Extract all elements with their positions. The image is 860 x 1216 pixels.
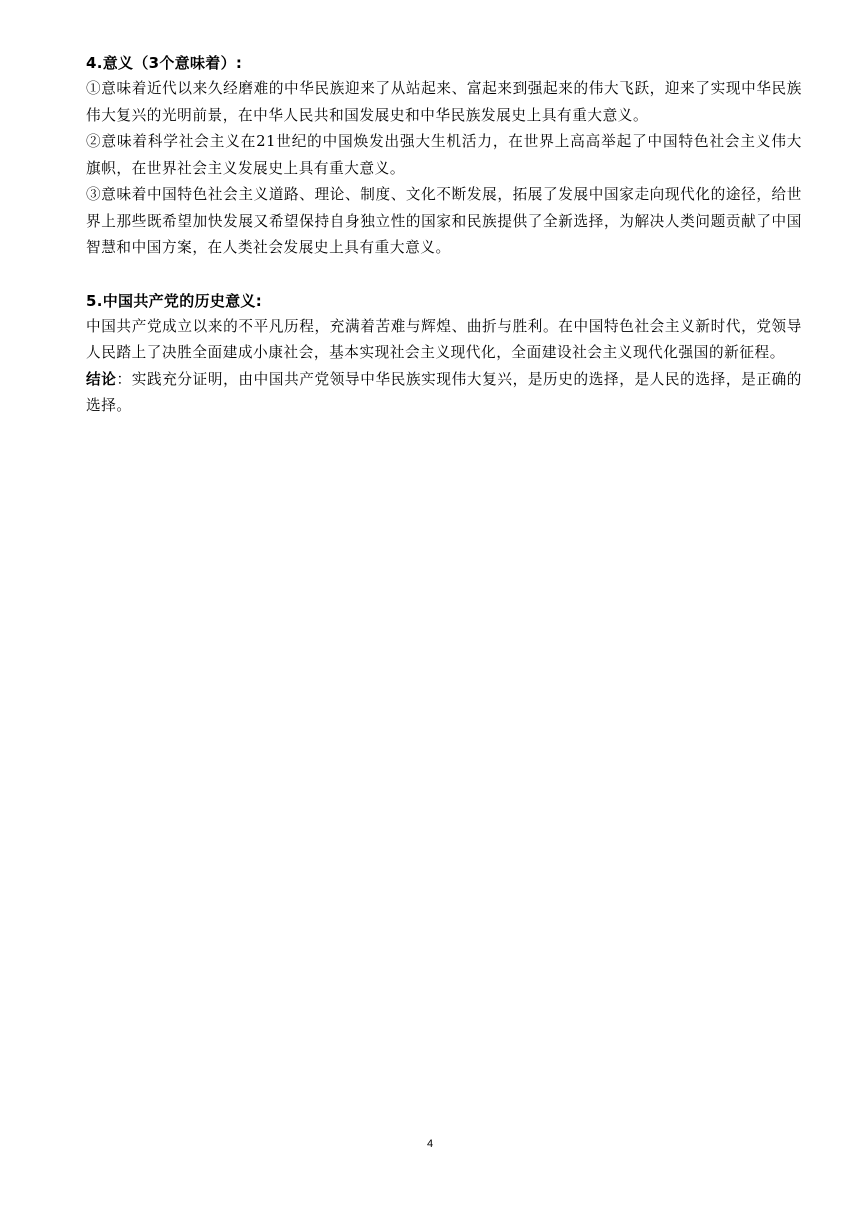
section-5-conclusion xyxy=(86,367,802,420)
section-4-heading: 4.意义（3个意味着）: xyxy=(86,54,243,72)
section-4-item-3: ③意味着中国特色社会主义道路、理论、制度、文化不断发展，拓展了发展中国家走向现代化的途径，给世界上那些既希望加快发展又希望保持自身独立性的国家和民族提供了全新选择，为解决人类问题贡献了中国智慧和中国方案，在人类社会发展史上具有重大意义。 xyxy=(86,186,802,256)
section-4-item-1: ①意味着近代以来久经磨难的中华民族迎来了从站起来、富起来到强起来的伟大飞跃，迎来了实现中华民族伟大复兴的光明前景，在中华人民共和国发展史和中华民族发展史上具有重大意义。 xyxy=(86,80,802,124)
section-5-body: 中国共产党成立以来的不平凡历程，充满着苦难与辉煌、曲折与胜利。在中国特色社会主义新时代，党领导人民踏上了决胜全面建成小康社会，基本实现社会主义现代化，全面建设社会主义现代化强国的新征程。 xyxy=(86,317,802,361)
section-5-heading: 5.中国共产党的历史意义: xyxy=(86,291,263,310)
conclusion-label: 结论 xyxy=(86,370,117,388)
page-number: 4 xyxy=(426,1138,434,1150)
conclusion-text: ：实践充分证明，由中国共产党领导中华民族实现伟大复兴，是历史的选择，是人民的选择，是正确的选择。 xyxy=(86,370,803,414)
section-spacer xyxy=(86,262,802,288)
document-page xyxy=(86,50,802,420)
section-4-item-2: ②意味着科学社会主义在21世纪的中国焕发出强大生机活力，在世界上高高举起了中国特色社会主义伟大旗帜，在世界社会主义发展史上具有重大意义。 xyxy=(86,133,802,177)
